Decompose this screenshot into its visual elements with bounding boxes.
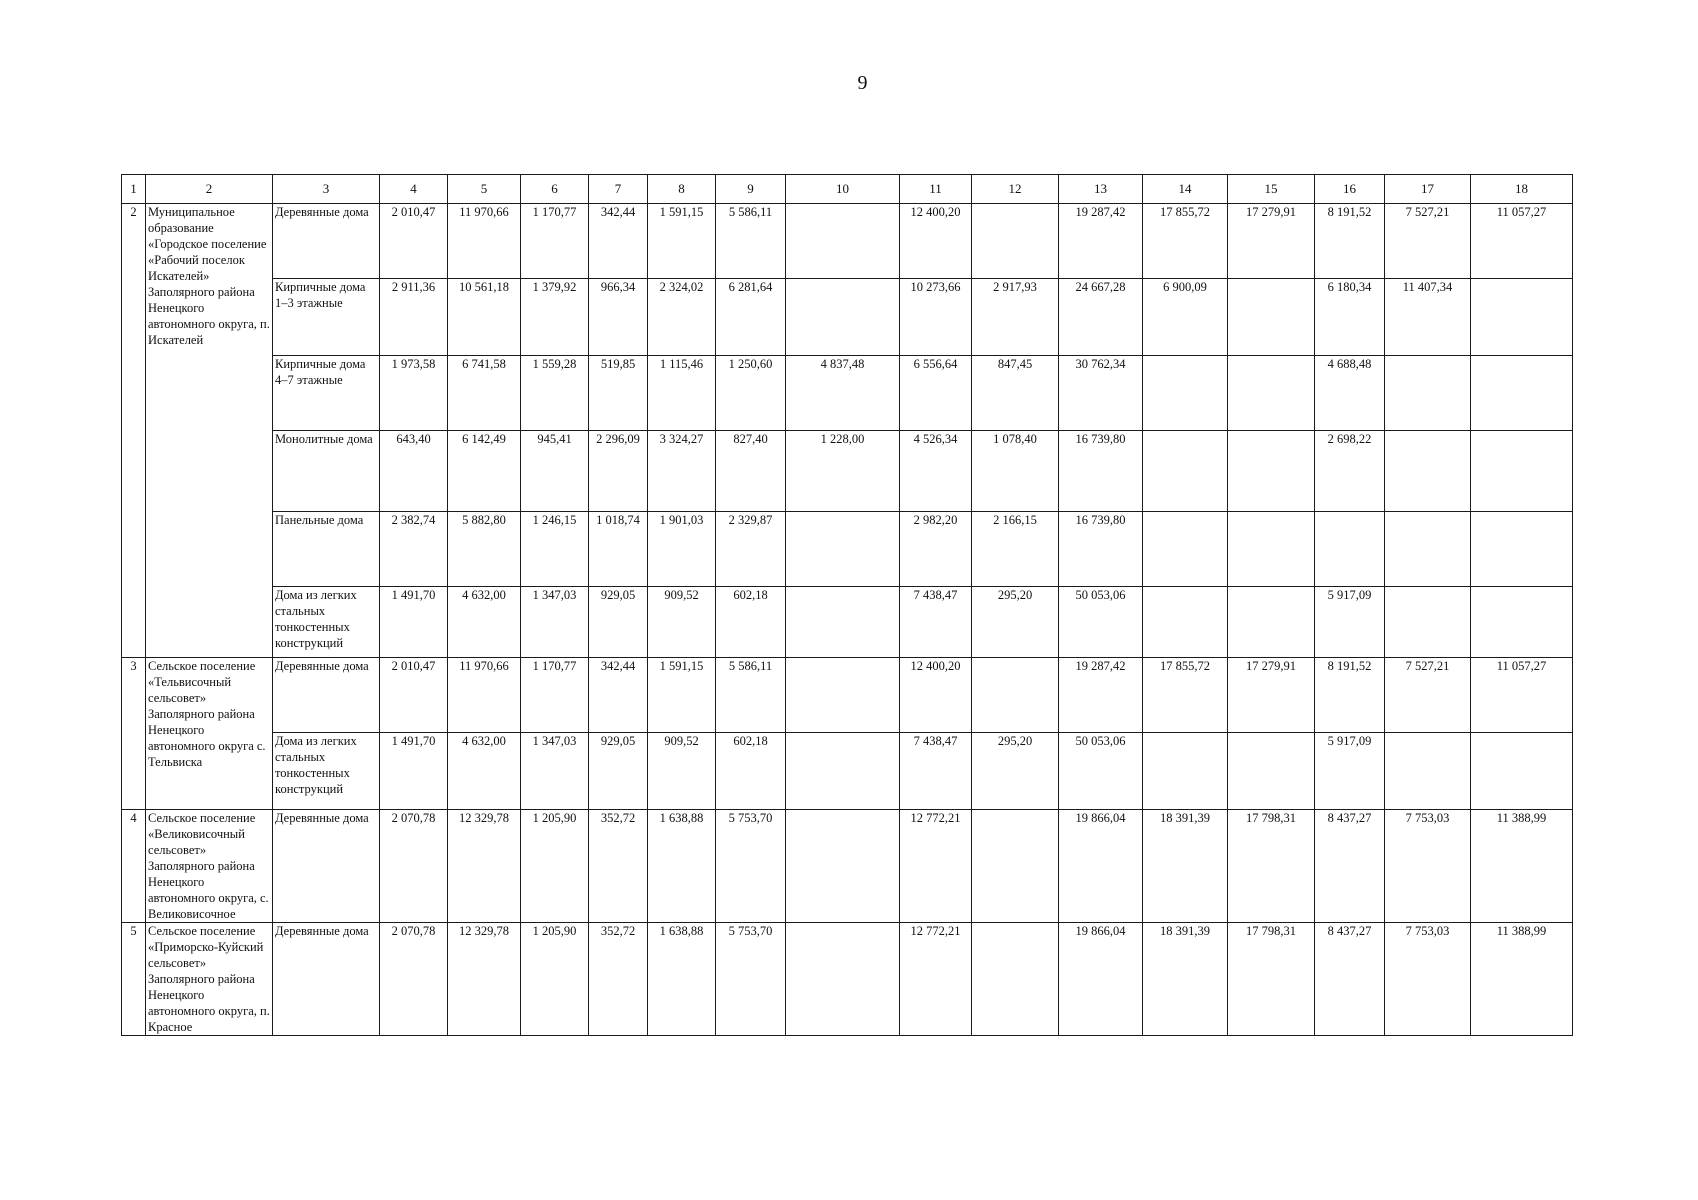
value-cell (786, 810, 900, 923)
value-cell: 1 491,70 (380, 733, 448, 810)
value-cell: 1 379,92 (521, 279, 589, 356)
value-cell (1143, 356, 1228, 431)
row-number: 5 (122, 923, 146, 1036)
value-cell: 1 638,88 (648, 810, 716, 923)
value-cell: 7 753,03 (1385, 923, 1471, 1036)
column-number-header: 1 (122, 175, 146, 204)
value-cell: 1 018,74 (589, 512, 648, 587)
value-cell: 18 391,39 (1143, 923, 1228, 1036)
value-cell: 11 388,99 (1471, 810, 1573, 923)
value-cell: 4 526,34 (900, 431, 972, 512)
value-cell: 17 798,31 (1228, 923, 1315, 1036)
column-number-header: 12 (972, 175, 1059, 204)
table-row (122, 587, 1573, 658)
value-cell (1143, 512, 1228, 587)
value-cell: 6 142,49 (448, 431, 521, 512)
value-cell: 2 698,22 (1315, 431, 1385, 512)
house-type: Деревянные дома (273, 204, 380, 279)
value-cell: 12 329,78 (448, 923, 521, 1036)
column-number-header: 3 (273, 175, 380, 204)
column-number-header: 8 (648, 175, 716, 204)
value-cell: 11 388,99 (1471, 923, 1573, 1036)
value-cell: 1 559,28 (521, 356, 589, 431)
value-cell: 1 115,46 (648, 356, 716, 431)
value-cell: 5 753,70 (716, 923, 786, 1036)
value-cell: 16 739,80 (1059, 512, 1143, 587)
table-row (122, 810, 1573, 923)
value-cell: 1 250,60 (716, 356, 786, 431)
value-cell: 8 191,52 (1315, 658, 1385, 733)
value-cell (1385, 431, 1471, 512)
value-cell: 2 382,74 (380, 512, 448, 587)
value-cell: 1 170,77 (521, 658, 589, 733)
value-cell: 1 591,15 (648, 658, 716, 733)
table-row (122, 431, 1573, 512)
value-cell (1385, 512, 1471, 587)
value-cell: 4 688,48 (1315, 356, 1385, 431)
value-cell: 11 057,27 (1471, 204, 1573, 279)
value-cell: 19 287,42 (1059, 658, 1143, 733)
value-cell: 16 739,80 (1059, 431, 1143, 512)
value-cell (1471, 587, 1573, 658)
column-number-header: 16 (1315, 175, 1385, 204)
value-cell: 352,72 (589, 923, 648, 1036)
house-type: Деревянные дома (273, 810, 380, 923)
house-type: Панельные дома (273, 512, 380, 587)
value-cell: 7 438,47 (900, 733, 972, 810)
value-cell: 1 170,77 (521, 204, 589, 279)
value-cell: 30 762,34 (1059, 356, 1143, 431)
value-cell: 6 900,09 (1143, 279, 1228, 356)
value-cell (972, 204, 1059, 279)
value-cell (786, 733, 900, 810)
row-number: 2 (122, 204, 146, 658)
value-cell: 6 180,34 (1315, 279, 1385, 356)
value-cell (1315, 512, 1385, 587)
value-cell: 17 279,91 (1228, 204, 1315, 279)
value-cell (972, 810, 1059, 923)
value-cell: 50 053,06 (1059, 733, 1143, 810)
value-cell (1228, 587, 1315, 658)
house-type: Деревянные дома (273, 923, 380, 1036)
value-cell: 5 753,70 (716, 810, 786, 923)
value-cell: 11 970,66 (448, 204, 521, 279)
column-number-header: 18 (1471, 175, 1573, 204)
value-cell (1471, 512, 1573, 587)
table-row (122, 512, 1573, 587)
value-cell: 2 329,87 (716, 512, 786, 587)
value-cell (786, 512, 900, 587)
value-cell: 7 438,47 (900, 587, 972, 658)
column-number-header: 6 (521, 175, 589, 204)
value-cell: 12 329,78 (448, 810, 521, 923)
value-cell: 295,20 (972, 587, 1059, 658)
value-cell (1471, 733, 1573, 810)
value-cell: 2 010,47 (380, 658, 448, 733)
value-cell: 5 882,80 (448, 512, 521, 587)
value-cell: 50 053,06 (1059, 587, 1143, 658)
value-cell: 1 638,88 (648, 923, 716, 1036)
tariff-table (121, 174, 1573, 1036)
house-type: Дома из легких стальных тонкостенных конструкций (273, 587, 380, 658)
value-cell: 12 772,21 (900, 810, 972, 923)
page-number: 9 (857, 72, 868, 94)
value-cell: 1 491,70 (380, 587, 448, 658)
house-type: Кирпичные дома 4–7 этажные (273, 356, 380, 431)
column-number-header: 2 (146, 175, 273, 204)
value-cell: 909,52 (648, 733, 716, 810)
value-cell: 847,45 (972, 356, 1059, 431)
value-cell (1471, 431, 1573, 512)
value-cell: 966,34 (589, 279, 648, 356)
column-number-header: 15 (1228, 175, 1315, 204)
value-cell: 7 527,21 (1385, 204, 1471, 279)
house-type: Деревянные дома (273, 658, 380, 733)
value-cell: 4 632,00 (448, 587, 521, 658)
value-cell: 909,52 (648, 587, 716, 658)
value-cell: 5 917,09 (1315, 733, 1385, 810)
value-cell (786, 204, 900, 279)
value-cell (786, 279, 900, 356)
value-cell: 1 347,03 (521, 733, 589, 810)
value-cell: 17 855,72 (1143, 658, 1228, 733)
value-cell (1228, 431, 1315, 512)
value-cell: 12 772,21 (900, 923, 972, 1036)
value-cell: 1 246,15 (521, 512, 589, 587)
value-cell: 19 866,04 (1059, 923, 1143, 1036)
table-row (122, 204, 1573, 279)
column-number-header: 5 (448, 175, 521, 204)
value-cell: 2 070,78 (380, 923, 448, 1036)
value-cell: 5 586,11 (716, 204, 786, 279)
value-cell (786, 587, 900, 658)
row-number: 4 (122, 810, 146, 923)
value-cell: 7 527,21 (1385, 658, 1471, 733)
column-number-header: 9 (716, 175, 786, 204)
column-number-header: 11 (900, 175, 972, 204)
value-cell: 10 273,66 (900, 279, 972, 356)
value-cell: 4 632,00 (448, 733, 521, 810)
value-cell: 1 591,15 (648, 204, 716, 279)
table-row (122, 356, 1573, 431)
house-type: Монолитные дома (273, 431, 380, 512)
value-cell: 1 205,90 (521, 810, 589, 923)
value-cell: 11 970,66 (448, 658, 521, 733)
value-cell (1385, 356, 1471, 431)
value-cell: 6 556,64 (900, 356, 972, 431)
value-cell: 519,85 (589, 356, 648, 431)
value-cell: 929,05 (589, 587, 648, 658)
value-cell: 929,05 (589, 733, 648, 810)
value-cell (972, 923, 1059, 1036)
house-type: Кирпичные дома 1–3 этажные (273, 279, 380, 356)
value-cell: 643,40 (380, 431, 448, 512)
row-number: 3 (122, 658, 146, 810)
value-cell: 1 078,40 (972, 431, 1059, 512)
value-cell (1228, 512, 1315, 587)
value-cell: 8 437,27 (1315, 810, 1385, 923)
value-cell: 5 586,11 (716, 658, 786, 733)
value-cell: 18 391,39 (1143, 810, 1228, 923)
value-cell: 12 400,20 (900, 658, 972, 733)
value-cell: 3 324,27 (648, 431, 716, 512)
value-cell: 342,44 (589, 204, 648, 279)
municipality-name: Муниципальное образование «Городское поселение «Рабочий поселок Искателей» Заполярного района Ненецкого автономного округа, п. Искателей (146, 204, 273, 658)
value-cell: 2 982,20 (900, 512, 972, 587)
value-cell: 19 866,04 (1059, 810, 1143, 923)
value-cell: 5 917,09 (1315, 587, 1385, 658)
value-cell: 1 205,90 (521, 923, 589, 1036)
value-cell (1385, 733, 1471, 810)
value-cell (1228, 733, 1315, 810)
value-cell: 6 281,64 (716, 279, 786, 356)
municipality-name: Сельское поселение «Приморско-Куйский сельсовет» Заполярного района Ненецкого автономного округа, п. Красное (146, 923, 273, 1036)
value-cell: 352,72 (589, 810, 648, 923)
value-cell: 17 798,31 (1228, 810, 1315, 923)
value-cell: 4 837,48 (786, 356, 900, 431)
value-cell (1471, 356, 1573, 431)
value-cell: 7 753,03 (1385, 810, 1471, 923)
value-cell: 19 287,42 (1059, 204, 1143, 279)
column-number-header: 10 (786, 175, 900, 204)
table-row (122, 923, 1573, 1036)
value-cell: 12 400,20 (900, 204, 972, 279)
column-number-header: 7 (589, 175, 648, 204)
value-cell (1228, 356, 1315, 431)
value-cell: 2 010,47 (380, 204, 448, 279)
value-cell (786, 658, 900, 733)
value-cell (1143, 733, 1228, 810)
value-cell: 8 437,27 (1315, 923, 1385, 1036)
value-cell: 827,40 (716, 431, 786, 512)
column-number-header: 4 (380, 175, 448, 204)
value-cell (972, 658, 1059, 733)
table-row (122, 279, 1573, 356)
value-cell: 1 973,58 (380, 356, 448, 431)
value-cell: 945,41 (521, 431, 589, 512)
value-cell (786, 923, 900, 1036)
value-cell: 11 057,27 (1471, 658, 1573, 733)
municipality-name: Сельское поселение «Великовисочный сельсовет» Заполярного района Ненецкого автономного округа, с. Великовисочное (146, 810, 273, 923)
table-row (122, 658, 1573, 733)
value-cell (1143, 587, 1228, 658)
table-row (122, 733, 1573, 810)
house-type: Дома из легких стальных тонкостенных конструкций (273, 733, 380, 810)
value-cell: 8 191,52 (1315, 204, 1385, 279)
municipality-name: Сельское поселение «Тельвисочный сельсовет» Заполярного района Ненецкого автономного округа с. Тельвиска (146, 658, 273, 810)
column-number-header: 13 (1059, 175, 1143, 204)
value-cell: 342,44 (589, 658, 648, 733)
value-cell: 6 741,58 (448, 356, 521, 431)
column-number-header: 17 (1385, 175, 1471, 204)
value-cell: 1 901,03 (648, 512, 716, 587)
value-cell: 10 561,18 (448, 279, 521, 356)
value-cell (1471, 279, 1573, 356)
value-cell: 602,18 (716, 587, 786, 658)
value-cell (1143, 431, 1228, 512)
value-cell: 2 917,93 (972, 279, 1059, 356)
value-cell: 1 228,00 (786, 431, 900, 512)
value-cell: 2 911,36 (380, 279, 448, 356)
value-cell: 11 407,34 (1385, 279, 1471, 356)
column-number-header: 14 (1143, 175, 1228, 204)
value-cell: 2 324,02 (648, 279, 716, 356)
value-cell: 24 667,28 (1059, 279, 1143, 356)
value-cell (1228, 279, 1315, 356)
value-cell: 17 279,91 (1228, 658, 1315, 733)
value-cell: 602,18 (716, 733, 786, 810)
value-cell: 17 855,72 (1143, 204, 1228, 279)
value-cell: 2 070,78 (380, 810, 448, 923)
value-cell: 1 347,03 (521, 587, 589, 658)
value-cell: 2 166,15 (972, 512, 1059, 587)
value-cell: 2 296,09 (589, 431, 648, 512)
value-cell (1385, 587, 1471, 658)
header-row (122, 175, 1573, 204)
value-cell: 295,20 (972, 733, 1059, 810)
